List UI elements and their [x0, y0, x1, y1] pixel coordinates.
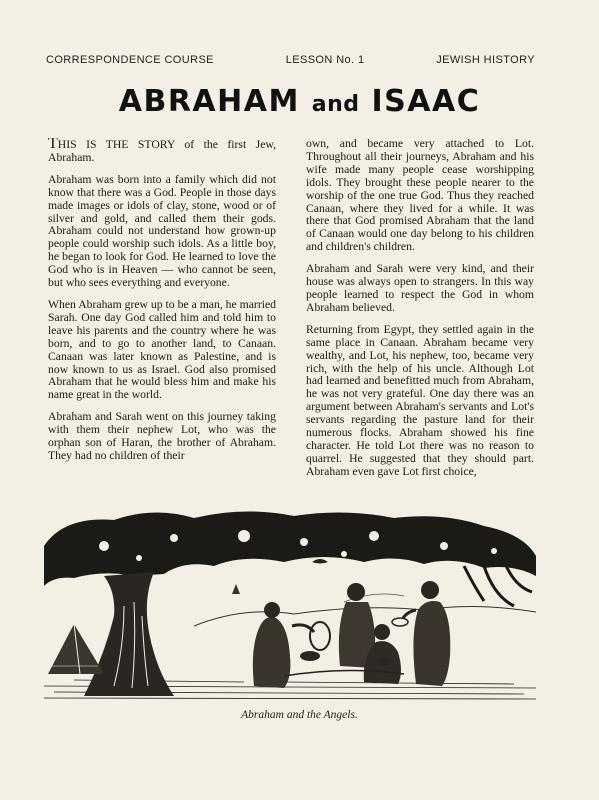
paragraph: [48, 138, 276, 165]
header-subject: JEWISH HISTORY: [436, 54, 535, 66]
paragraph: Abraham and Sarah went on this journey taking with them their nephew Lot, who was the orphan son of Haran, the brother of Abraham. They had no children of their: [48, 410, 276, 462]
paragraph: Abraham was born into a family which did not know that there was a God. People in those days made images or idols of clay, stone, wood or of silver and gold, and called them their gods. Abraham could not understand how grown-up people could worship such idols. As a little boy, he began to look for God. He learned to love the God who is in Heaven — who cannot be seen, but who sees everything and everyone.: [48, 172, 276, 290]
column-left: [48, 138, 276, 496]
illustration-caption: Abraham and the Angels.: [241, 709, 358, 721]
header-course: CORRESPONDENCE COURSE: [46, 54, 214, 66]
column-right: [306, 138, 534, 496]
title-isaac: ISAAC: [371, 84, 481, 119]
running-header: [46, 54, 535, 66]
page-title: [0, 84, 599, 119]
title-and: and: [311, 92, 360, 117]
drop-cap: T: [48, 138, 58, 152]
paragraph: Abraham and Sarah were very kind, and their house was always open to strangers. In this way people learned to respect the God in whom Abraham believed.: [306, 262, 534, 314]
lead-text: HIS IS THE STORY of the first Jew, Abraham.: [48, 138, 276, 164]
illustration-abraham-angels: [44, 506, 536, 704]
paragraph: own, and became very attached to Lot. Throughout all their journeys, Abraham and his wife made many people cease worshipping idols. They brought these people nearer to the worship of the one true God. Thus they reached Canaan, where they lived for a while. It was there that God promised Abraham that the land of Canaan would one day belong to his children and children's children.: [306, 138, 534, 254]
text-columns: [48, 138, 534, 496]
title-abraham: ABRAHAM: [118, 84, 300, 119]
paragraph: Returning from Egypt, they settled again in the same place in Canaan. Abraham became very wealthy, and Lot, his nephew, too, became very rich, with the help of his uncle. Although Lot had learned and benefitted much from Abraham, he was not very grateful. One day there was an argument between Abraham's servants and Lot's servants regarding the pasture land for their numerous flocks. Abraham showed his fine character. He told Lot there was no reason to quarrel. He suggested that they should part. Abraham even gave Lot first choice,: [306, 322, 534, 478]
paragraph: When Abraham grew up to be a man, he married Sarah. One day God called him and told him to leave his parents and the country where he was born, and to go to another land, to Canaan. Canaan was later known as Palestine, and is now known to us as Israel. God also promised Abraham that he would bless him and make his name great in the world.: [48, 297, 276, 402]
header-lesson: LESSON No. 1: [285, 54, 365, 66]
